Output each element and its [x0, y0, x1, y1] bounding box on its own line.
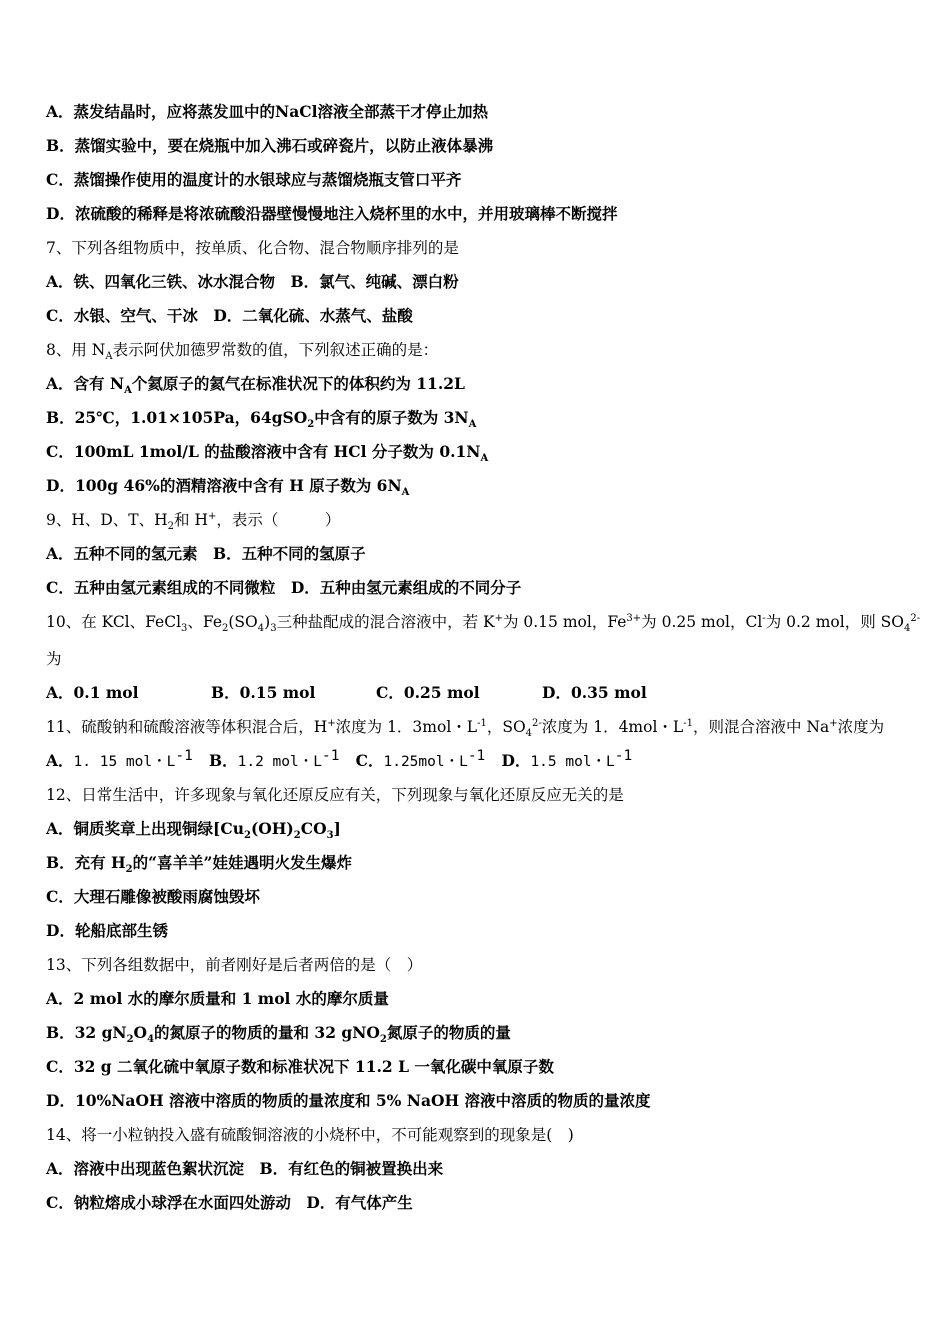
q8-option-a: A．含有 $N_A$个氦原子的氦气在标准状况下的体积约为 11.2L [46, 374, 465, 397]
q8-option-d: D．100g 46%的酒精溶液中含有 H 原子数为 $6N_A$ [46, 476, 410, 499]
q10-option-d: D．0.35 mol [542, 683, 647, 702]
q6-option-d: D．浓硫酸的稀释是将浓硫酸沿器壁慢慢地注入烧杯里的水中，并用玻璃棒不断搅拌 [46, 204, 618, 223]
q12-option-a: A．铜质奖章上出现铜绿$[Cu_2(OH)_2CO_3]$ [46, 819, 341, 842]
q13-stem: 13、下列各组数据中，前者刚好是后者两倍的是（ ） [46, 956, 423, 974]
q6-option-a: A．蒸发结晶时，应将蒸发皿中的NaCl溶液全部蒸干才停止加热 [46, 102, 488, 121]
q7-options-ab: A．铁、四氧化三铁、冰水混合物 B．氯气、纯碱、漂白粉 [46, 272, 459, 291]
q12-stem: 12、日常生活中，许多现象与氧化还原反应有关，下列现象与氧化还原反应无关的是 [46, 786, 624, 804]
q10-option-c: C．0.25 mol [376, 683, 480, 702]
q12-option-c: C．大理石雕像被酸雨腐蚀毁坏 [46, 887, 260, 906]
q11-options: A．1. 15 mol・$L^{-1}$ B．1.2 mol・$L^{-1}$ C．1.25mol・$L^{-1}$ D．1.5 mol・$L^{-1}$ [46, 747, 633, 770]
q6-option-c: C．蒸馏操作使用的温度计的水银球应与蒸馏烧瓶支管口平齐 [46, 170, 462, 189]
q10-option-b: B．0.15 mol [211, 683, 316, 702]
q13-option-b: B．32 $gN_2O_4$的氮原子的物质的量和 32 gNO$_2$氮原子的物质的量 [46, 1023, 511, 1046]
q10-stem: 10、在 KCl、FeCl$_3$、$Fe_2(SO_4)_3$三种盐配成的混合溶液中，若 K+为 0.15 mol，$Fe^{3+}$为 0.25 mol，Cl-为 0.2 mol，则 $SO_4^{2-}$ [46, 612, 921, 635]
q14-stem: 14、将一小粒钠投入盛有硫酸铜溶液的小烧杯中，不可能观察到的现象是( ) [46, 1126, 574, 1144]
q8-option-b: B．25℃，1.01×105Pa，64gSO$_2$中含有的原子数为 $3N_A$ [46, 408, 477, 431]
q12-option-d: D．轮船底部生锈 [46, 921, 168, 940]
q11-stem: 11、硫酸钠和硫酸溶液等体积混合后，H+浓度为 1．3mol・$L^{-1}$，$SO_4^{2-}$浓度为 1．4mol・$L^{-1}$，则混合溶液中 Na+浓度为 [46, 717, 885, 740]
q10-options [46, 682, 910, 704]
q10-option-a: A．0.1 mol [46, 683, 139, 702]
q12-option-b: B．充有 $H_2$的“喜羊羊”娃娃遇明火发生爆炸 [46, 853, 352, 876]
q10-stem-continued: 为 [46, 650, 62, 668]
q14-options-ab: A．溶液中出现蓝色絮状沉淀 B．有红色的铜被置换出来 [46, 1159, 444, 1178]
q13-option-c: C．32 g 二氧化硫中氧原子数和标准状况下 11.2 L 一氧化碳中氧原子数 [46, 1057, 554, 1076]
q7-stem: 7、下列各组物质中，按单质、化合物、混合物顺序排列的是 [46, 239, 459, 257]
q9-options-cd: C．五种由氢元素组成的不同微粒 D．五种由氢元素组成的不同分子 [46, 578, 522, 597]
q14-options-cd: C．钠粒熔成小球浮在水面四处游动 D．有气体产生 [46, 1193, 413, 1212]
q8-stem: 8、用 $N_A$表示阿伏加德罗常数的值，下列叙述正确的是： [46, 341, 439, 363]
q6-option-b: B．蒸馏实验中，要在烧瓶中加入沸石或碎瓷片，以防止液体暴沸 [46, 136, 494, 155]
q7-options-cd: C．水银、空气、干冰 D．二氧化硫、水蒸气、盐酸 [46, 306, 413, 325]
q8-option-c: C．100mL 1mol/L 的盐酸溶液中含有 HCl 分子数为 $0.1N_A$ [46, 442, 489, 465]
q9-options-ab: A．五种不同的氢元素 B．五种不同的氢原子 [46, 544, 366, 563]
q13-option-a: A．2 mol 水的摩尔质量和 1 mol 水的摩尔质量 [46, 989, 389, 1008]
q9-stem: 9、H、D、T、$H_2$和 H+，表示（ ） [46, 510, 341, 533]
q13-option-d: D．10%NaOH 溶液中溶质的物质的量浓度和 5% NaOH 溶液中溶质的物质的量浓度 [46, 1091, 651, 1110]
